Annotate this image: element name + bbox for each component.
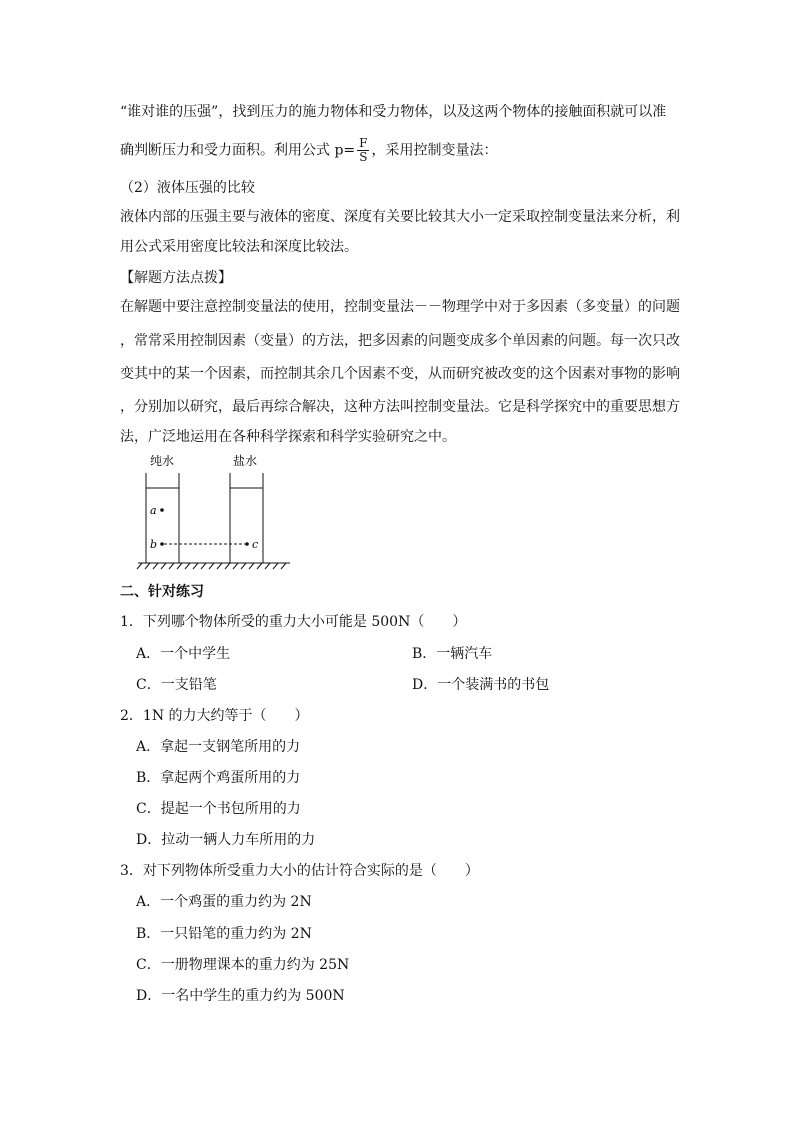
- practice-heading: 二、针对练习: [120, 584, 204, 600]
- fraction-denominator: S: [359, 150, 368, 164]
- intro-line-2-after: ，采用控制变量法：: [371, 142, 498, 159]
- intro-line-2: [120, 137, 497, 164]
- liquid-section-heading: （2）液体压强的比较: [120, 180, 255, 196]
- method-line-4: ，分别加以研究，最后再综合解决，这种方法叫控制变量法。它是科学探究中的重要思想方: [120, 399, 680, 415]
- question-2-stem: 2．1N 的力大约等于（ ）: [120, 708, 309, 724]
- point-b: [160, 542, 164, 546]
- liquid-containers-figure: [130, 453, 300, 578]
- intro-line-1: “谁对谁的压强”，找到压力的施力物体和受力物体，以及这两个物体的接触面积就可以准: [120, 104, 667, 120]
- point-c: [245, 542, 249, 546]
- fraction-numerator: F: [359, 136, 368, 150]
- question-2-option-b: B．拿起两个鸡蛋所用的力: [136, 770, 301, 786]
- question-2-option-c: C．提起一个书包所用的力: [136, 801, 301, 817]
- pressure-formula-fraction: [357, 137, 369, 164]
- point-a: [160, 508, 164, 512]
- question-1-option-b: B．一辆汽车: [412, 646, 493, 662]
- label-pure-water: 纯水: [150, 454, 175, 468]
- question-2-option-a: A．拿起一支钢笔所用的力: [136, 739, 301, 755]
- point-a-label: a: [150, 504, 157, 517]
- question-3-option-d: D．一名中学生的重力约为 500N: [136, 988, 345, 1004]
- question-3-option-b: B．一只铅笔的重力约为 2N: [136, 926, 312, 942]
- method-heading: 【解题方法点拨】: [120, 270, 232, 286]
- liquid-line-2: 用公式采用密度比较法和深度比较法。: [120, 239, 358, 255]
- question-1-option-a: A．一个中学生: [136, 646, 231, 662]
- point-b-label: b: [150, 538, 158, 551]
- method-line-2: ，常常采用控制因素（变量）的方法，把多因素的问题变成多个单因素的问题。每一次只改: [120, 333, 680, 349]
- question-1-option-c: C．一支铅笔: [136, 677, 217, 693]
- question-3-option-c: C．一册物理课本的重力约为 25N: [136, 957, 350, 973]
- label-salt-water: 盐水: [233, 454, 258, 468]
- liquid-line-1: 液体内部的压强主要与液体的密度、深度有关要比较其大小一定采取控制变量法来分析，利: [120, 209, 680, 225]
- question-1-stem: 1．下列哪个物体所受的重力大小可能是 500N（ ）: [120, 614, 467, 630]
- question-3-stem: 3．对下列物体所受重力大小的估计符合实际的是（ ）: [120, 863, 479, 879]
- point-c-label: c: [252, 538, 259, 551]
- method-line-5: 法，广泛地运用在各种科学探索和科学实验研究之中。: [120, 429, 456, 445]
- question-3-option-a: A．一个鸡蛋的重力约为 2N: [136, 894, 312, 910]
- ground-hatching: [137, 563, 286, 569]
- question-1-option-d: D．一个装满书的书包: [412, 677, 550, 693]
- question-2-option-d: D．拉动一辆人力车所用的力: [136, 832, 316, 848]
- method-line-1: 在解题中要注意控制变量法的使用，控制变量法－－物理学中对于多因素（多变量）的问题: [120, 299, 680, 315]
- intro-line-2-before: 确判断压力和受力面积。利用公式 p=: [120, 142, 356, 159]
- method-line-3: 变其中的某一个因素，而控制其余几个因素不变，从而研究被改变的这个因素对事物的影响: [120, 366, 680, 382]
